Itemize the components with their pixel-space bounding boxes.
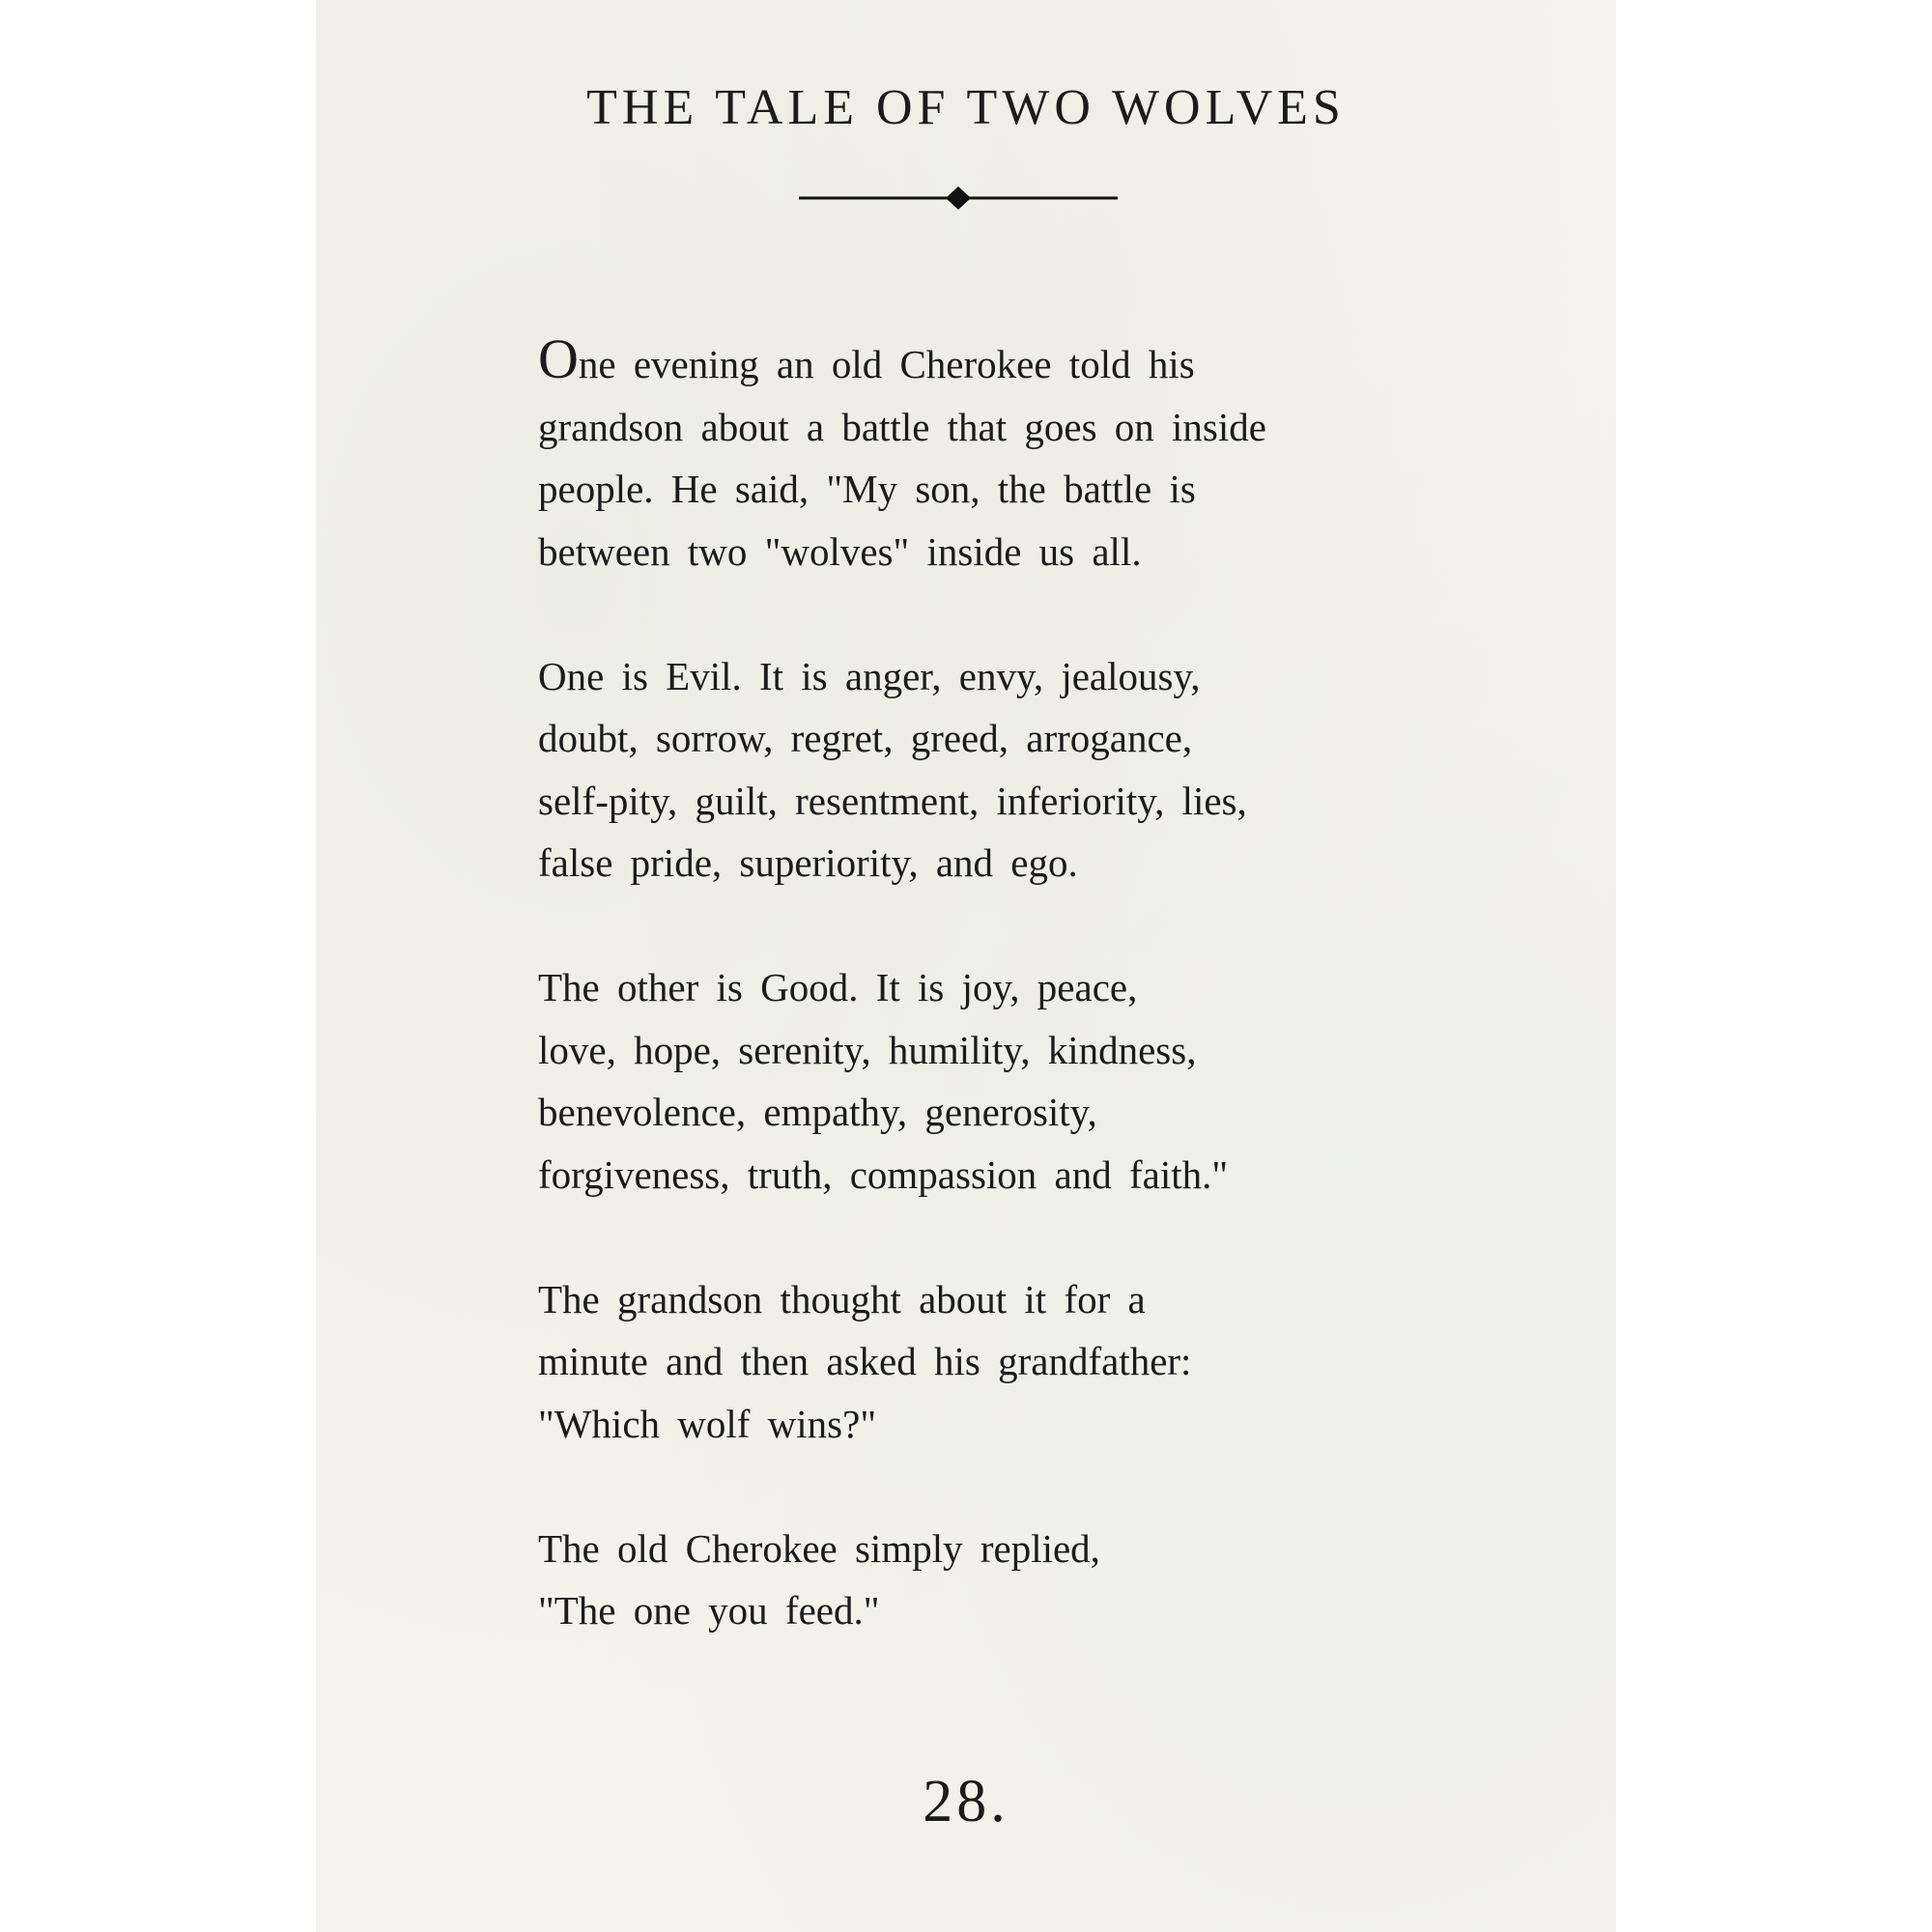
paragraph-5 bbox=[538, 1518, 1504, 1642]
text-line: self-pity, guilt, resentment, inferiority, lies, bbox=[538, 778, 1247, 823]
text-line: benevolence, empathy, generosity, bbox=[538, 1090, 1097, 1134]
paragraph-4 bbox=[538, 1268, 1504, 1456]
text-line: One is Evil. It is anger, envy, jealousy, bbox=[538, 653, 1201, 698]
text-line: The grandson thought about it for a bbox=[538, 1276, 1146, 1321]
text-line: One evening an old Cherokee told his bbox=[538, 327, 1195, 390]
text-line: between two "wolves" inside us all. bbox=[538, 528, 1142, 574]
text-line: doubt, sorrow, regret, greed, arrogance, bbox=[538, 716, 1193, 760]
page-number: 28. bbox=[923, 1769, 1009, 1834]
text-line: "The one you feed." bbox=[538, 1588, 880, 1633]
paragraph-3 bbox=[538, 956, 1504, 1206]
text-line: love, hope, serenity, humility, kindness, bbox=[538, 1027, 1197, 1072]
book-page bbox=[316, 0, 1616, 1932]
text-line: grandson about a battle that goes on inside bbox=[538, 404, 1266, 449]
text-line: people. He said, "My son, the battle is bbox=[538, 467, 1196, 511]
text-line: false pride, superiority, and ego. bbox=[538, 840, 1078, 885]
paragraph-2 bbox=[538, 645, 1504, 895]
text-line: The old Cherokee simply replied, bbox=[538, 1525, 1100, 1571]
text-line: "Which wolf wins?" bbox=[538, 1401, 877, 1446]
text-line: The other is Good. It is joy, peace, bbox=[538, 965, 1138, 1009]
page-title: THE TALE OF TWO WOLVES bbox=[586, 80, 1346, 135]
paragraph-1 bbox=[538, 328, 1504, 582]
drop-cap: O bbox=[538, 327, 579, 390]
text-line: forgiveness, truth, compassion and faith." bbox=[538, 1151, 1229, 1197]
divider-ornament-icon bbox=[799, 184, 1118, 213]
story-text bbox=[538, 328, 1504, 1704]
text-line: minute and then asked his grandfather: bbox=[538, 1339, 1192, 1383]
